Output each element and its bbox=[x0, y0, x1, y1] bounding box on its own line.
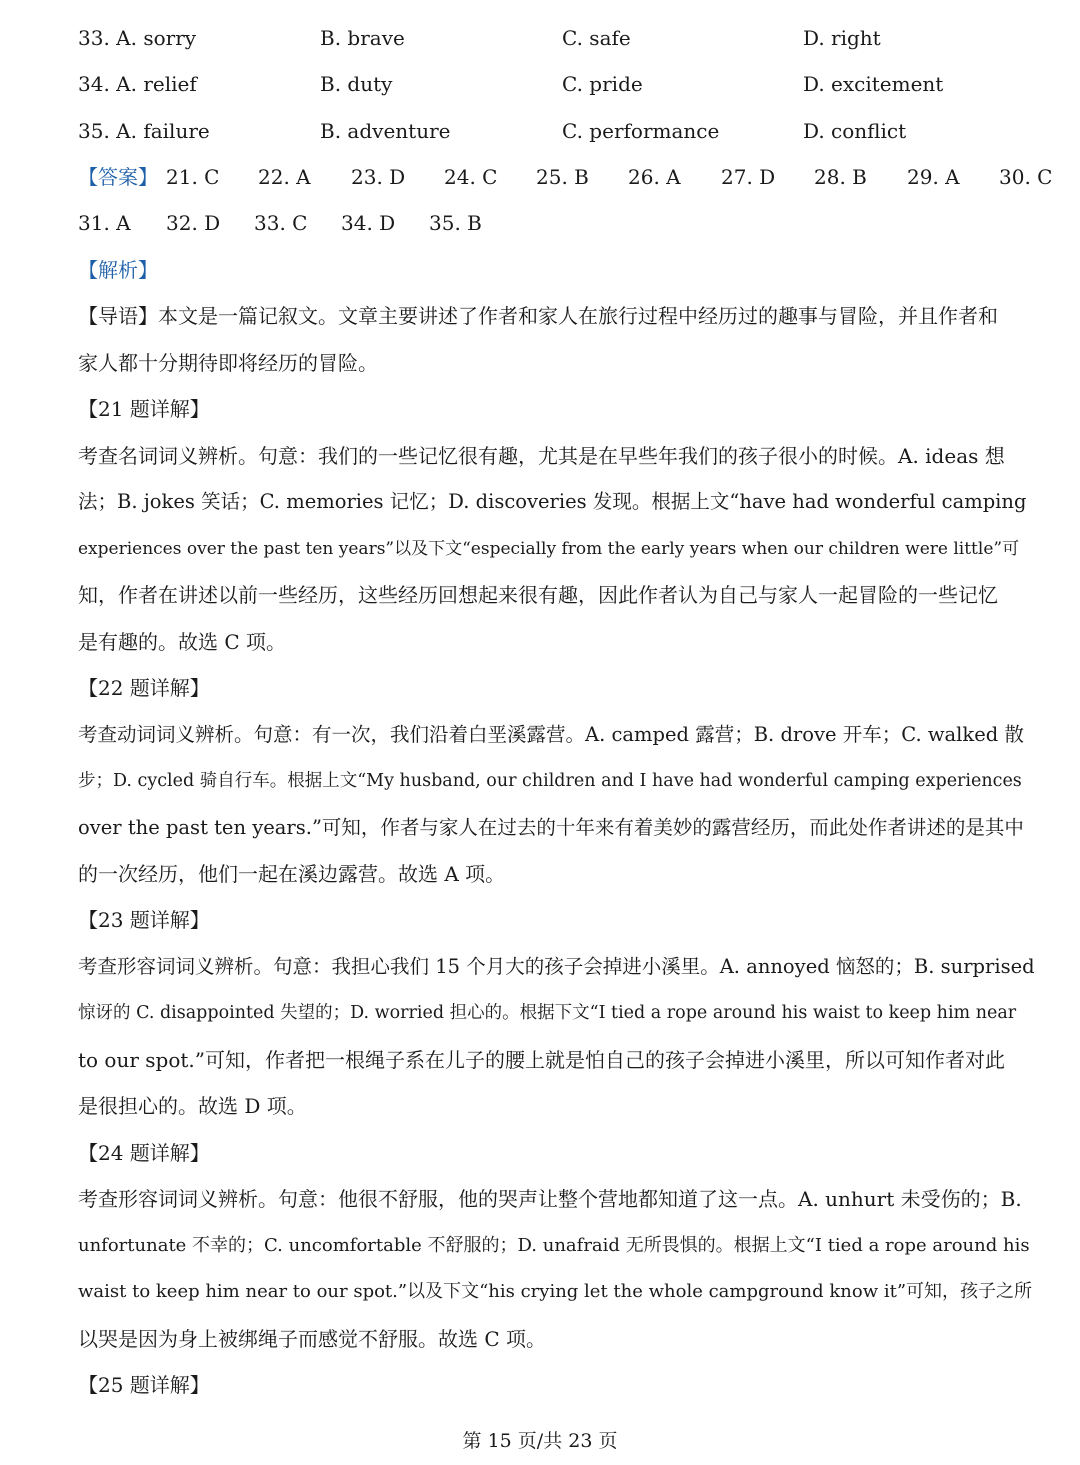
answer-27: 27. D bbox=[721, 165, 776, 189]
text-line: 考查名词词义辨析。句意：我们的一些记忆很有趣，尤其是在早些年我们的孩子很小的时候。A. ideas 想 bbox=[78, 444, 1005, 468]
section-heading-23: 【23 题详解】 bbox=[78, 908, 210, 932]
text-line: 是有趣的。故选 C 项。 bbox=[78, 630, 287, 654]
text-line: 惊讶的 C. disappointed 失望的；D. worried 担心的。根据下文“I tied a rope around his waist to keep him near bbox=[78, 1003, 1017, 1023]
option-34-c: C. pride bbox=[562, 72, 643, 96]
page-number-footer: 第 15 页/共 23 页 bbox=[462, 1430, 618, 1452]
text-line: over the past ten years.”可知，作者与家人在过去的十年来有着美妙的露营经历，而此处作者讲述的是其中 bbox=[78, 816, 1024, 839]
answer-25: 25. B bbox=[536, 165, 589, 189]
answer-33: 33. C bbox=[254, 211, 308, 235]
option-35-d: D. conflict bbox=[803, 119, 907, 143]
text-line: 的一次经历，他们一起在溪边露营。故选 A 项。 bbox=[78, 862, 506, 886]
text-line: 知，作者在讲述以前一些经历，这些经历回想起来很有趣，因此作者认为自己与家人一起冒险的一些记忆 bbox=[78, 583, 998, 607]
analysis-label: 【解析】 bbox=[78, 258, 158, 282]
option-35-a: 35. A. failure bbox=[78, 119, 210, 143]
answer-22: 22. A bbox=[258, 165, 311, 189]
option-34-b: B. duty bbox=[320, 72, 393, 96]
answer-24: 24. C bbox=[444, 165, 498, 189]
text-line: waist to keep him near to our spot.”以及下文“his crying let the whole campground know it”可知，孩子之所 bbox=[78, 1281, 1033, 1302]
text-line: 考查形容词词义辨析。句意：我担心我们 15 个月大的孩子会掉进小溪里。A. annoyed 恼怒的；B. surprised bbox=[78, 955, 1035, 978]
text-line: to our spot.”可知，作者把一根绳子系在儿子的腰上就是怕自己的孩子会掉进小溪里，所以可知作者对此 bbox=[78, 1048, 1006, 1072]
text-line: 考查形容词词义辨析。句意：他很不舒服，他的哭声让整个营地都知道了这一点。A. unhurt 未受伤的；B. bbox=[78, 1187, 1022, 1211]
section-heading-21: 【21 题详解】 bbox=[78, 397, 210, 421]
text-line: 法；B. jokes 笑话；C. memories 记忆；D. discoveries 发现。根据上文“have had wonderful camping bbox=[78, 490, 1027, 513]
section-heading-22: 【22 题详解】 bbox=[78, 676, 210, 700]
option-33-c: C. safe bbox=[562, 26, 631, 50]
option-35-b: B. adventure bbox=[320, 119, 451, 143]
answer-31: 31. A bbox=[78, 211, 131, 235]
option-34-a: 34. A. relief bbox=[78, 72, 197, 96]
answer-label: 【答案】 bbox=[78, 165, 158, 189]
option-35-c: C. performance bbox=[562, 119, 720, 143]
option-33-d: D. right bbox=[803, 26, 881, 50]
text-line: 步；D. cycled 骑自行车。根据上文“My husband, our children and I have had wonderful camping experiences bbox=[78, 771, 1022, 791]
option-34-d: D. excitement bbox=[803, 72, 944, 96]
answer-28: 28. B bbox=[814, 165, 867, 189]
option-33-a: 33. A. sorry bbox=[78, 26, 197, 50]
answer-30: 30. C bbox=[999, 165, 1053, 189]
option-33-b: B. brave bbox=[320, 26, 405, 50]
answer-32: 32. D bbox=[166, 211, 221, 235]
text-line: 是很担心的。故选 D 项。 bbox=[78, 1094, 307, 1118]
text-line: 以哭是因为身上被绑绳子而感觉不舒服。故选 C 项。 bbox=[78, 1327, 547, 1351]
answer-34: 34. D bbox=[341, 211, 396, 235]
text-line: 家人都十分期待即将经历的冒险。 bbox=[78, 351, 378, 375]
answer-23: 23. D bbox=[351, 165, 406, 189]
text-line: 【导语】本文是一篇记叙文。文章主要讲述了作者和家人在旅行过程中经历过的趣事与冒险，并且作者和 bbox=[78, 304, 998, 328]
answer-29: 29. A bbox=[907, 165, 960, 189]
text-line: 考查动词词义辨析。句意：有一次，我们沿着白垩溪露营。A. camped 露营；B. drove 开车；C. walked 散 bbox=[78, 723, 1024, 746]
section-heading-24: 【24 题详解】 bbox=[78, 1141, 210, 1165]
section-heading-25: 【25 题详解】 bbox=[78, 1373, 210, 1397]
answer-35: 35. B bbox=[429, 211, 482, 235]
text-line: unfortunate 不幸的；C. uncomfortable 不舒服的；D. unafraid 无所畏惧的。根据上文“I tied a rope around his bbox=[78, 1235, 1030, 1256]
answer-21: 21. C bbox=[166, 165, 220, 189]
text-line: experiences over the past ten years”以及下文“especially from the early years when our children were little”可 bbox=[78, 539, 1020, 559]
answer-26: 26. A bbox=[628, 165, 681, 189]
